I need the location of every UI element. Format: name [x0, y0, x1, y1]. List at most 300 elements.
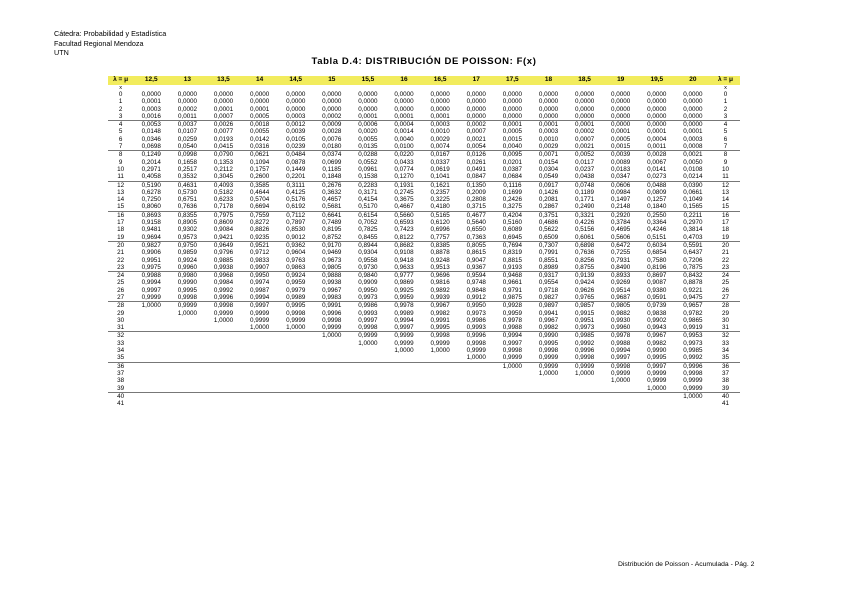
x-value-right: 39 — [721, 384, 729, 392]
lambda-column-header: 14,5 — [289, 76, 303, 83]
probability-cell: 0,0105 — [286, 135, 306, 143]
probability-cell: 0,0071 — [538, 151, 559, 159]
x-value: 15 — [117, 203, 125, 211]
lambda-column-header: 17 — [472, 76, 480, 83]
table-row — [108, 159, 740, 166]
probability-cell: 0,9950 — [249, 272, 270, 280]
probability-cell: 0,8615 — [466, 249, 486, 257]
probability-cell — [350, 377, 386, 384]
probability-cell: 0,9999 — [177, 302, 197, 310]
x-value-right: 37 — [721, 369, 729, 377]
probability-cell: 0,6898 — [574, 241, 595, 249]
probability-cell: 0,0917 — [538, 181, 559, 189]
probability-cell: 0,9997 — [141, 286, 161, 294]
probability-cell — [169, 370, 205, 377]
x-value-right: 0 — [723, 90, 728, 98]
probability-cell: 0,0001 — [213, 105, 234, 113]
probability-cell: 0,0001 — [683, 128, 703, 136]
probability-cell: 0,0001 — [249, 105, 270, 113]
table-row — [108, 294, 740, 302]
probability-cell: 0,9986 — [358, 302, 378, 310]
probability-cell: 1,0000 — [177, 309, 197, 317]
probability-cell: 0,9304 — [358, 249, 378, 257]
probability-cell: 0,0095 — [502, 151, 522, 159]
probability-cell: 0,8693 — [141, 211, 161, 219]
probability-cell: 0,0021 — [466, 135, 486, 143]
probability-cell: 1,0000 — [502, 362, 522, 370]
probability-cell — [169, 354, 205, 361]
probability-cell: 0,0790 — [213, 151, 234, 159]
probability-cell: 0,0107 — [177, 128, 197, 136]
probability-cell — [169, 400, 205, 407]
probability-cell: 0,0028 — [647, 151, 667, 159]
probability-cell: 0,8195 — [322, 226, 342, 234]
probability-cell: 0,5160 — [502, 219, 522, 227]
probability-cell — [567, 377, 603, 384]
probability-cell: 0,3715 — [466, 203, 486, 211]
table-row — [108, 354, 740, 362]
x-value: 24 — [117, 272, 125, 280]
probability-cell: 0,6854 — [647, 249, 667, 257]
table-row — [108, 219, 740, 226]
probability-cell: 0,0000 — [322, 98, 342, 106]
probability-cell: 0,8060 — [141, 203, 161, 211]
probability-cell — [133, 385, 169, 392]
probability-cell: 0,0001 — [574, 121, 595, 129]
x-value-right: 32 — [721, 332, 729, 340]
x-value: 9 — [118, 158, 123, 166]
probability-cell: 0,9967 — [538, 316, 559, 324]
probability-cell: 0,9994 — [141, 279, 161, 287]
probability-cell: 0,1658 — [177, 158, 197, 166]
probability-cell: 0,0552 — [358, 158, 378, 166]
probability-cell: 0,0001 — [502, 121, 522, 129]
header-faculty: Facultad Regional Mendoza — [54, 38, 144, 48]
probability-cell: 0,6154 — [358, 211, 378, 219]
probability-cell — [133, 377, 169, 384]
probability-cell — [314, 377, 350, 384]
probability-cell: 0,2600 — [249, 173, 270, 181]
probability-cell: 0,8355 — [177, 211, 197, 219]
x-value-right: 14 — [721, 196, 729, 204]
probability-cell — [133, 393, 169, 400]
probability-cell — [314, 385, 350, 392]
probability-cell: 0,9984 — [213, 279, 234, 287]
probability-cell: 1,0000 — [322, 332, 342, 340]
probability-cell: 0,9882 — [611, 309, 631, 317]
probability-cell: 0,9791 — [502, 286, 522, 294]
x-value-right: 25 — [721, 279, 729, 287]
probability-cell: 0,9999 — [394, 332, 414, 340]
probability-cell: 1,0000 — [683, 392, 703, 400]
probability-cell — [422, 385, 458, 392]
probability-cell: 0,0007 — [574, 135, 595, 143]
probability-cell: 0,9302 — [177, 226, 197, 234]
table-row — [108, 317, 740, 324]
x-value: 31 — [117, 324, 125, 332]
probability-cell — [242, 332, 278, 339]
probability-cell: 0,6278 — [141, 188, 161, 196]
probability-cell: 0,9999 — [141, 294, 161, 301]
probability-cell: 0,9859 — [177, 249, 197, 257]
x-value: 19 — [117, 233, 125, 241]
x-value-right: 41 — [721, 400, 729, 408]
probability-cell: 0,8933 — [611, 272, 631, 280]
probability-cell: 0,9919 — [683, 324, 703, 332]
probability-cell — [494, 370, 530, 377]
lambda-column-header: 16,5 — [433, 76, 447, 83]
probability-cell — [567, 400, 603, 407]
probability-cell: 1,0000 — [611, 377, 631, 385]
probability-cell: 0,9997 — [502, 339, 522, 347]
x-value-right: 27 — [721, 294, 729, 301]
probability-cell: 0,9928 — [502, 302, 522, 310]
probability-cell: 0,0000 — [683, 90, 703, 98]
poisson-table — [108, 76, 740, 407]
probability-cell: 0,0053 — [141, 121, 161, 129]
lambda-column-header: 13 — [183, 76, 191, 83]
probability-cell: 0,9902 — [647, 316, 667, 324]
probability-cell: 0,9994 — [249, 294, 270, 301]
probability-cell: 0,9221 — [683, 286, 703, 294]
probability-cell: 0,9991 — [322, 302, 342, 310]
probability-cell: 0,1257 — [647, 196, 667, 204]
x-value: 33 — [117, 339, 125, 347]
probability-cell — [350, 393, 386, 400]
probability-cell: 0,0000 — [538, 90, 559, 98]
probability-cell — [458, 370, 494, 377]
probability-cell: 0,0273 — [647, 173, 667, 181]
probability-cell: 0,7255 — [611, 249, 631, 257]
probability-cell: 0,0007 — [213, 112, 234, 120]
x-value: 40 — [117, 392, 125, 400]
probability-cell: 0,0000 — [466, 90, 486, 98]
table-row — [108, 98, 740, 105]
table-row — [108, 302, 740, 309]
x-value-right: 15 — [721, 203, 729, 211]
probability-cell: 0,3364 — [647, 219, 667, 227]
probability-cell — [133, 332, 169, 339]
probability-cell: 0,0684 — [502, 173, 522, 181]
probability-cell — [278, 340, 314, 347]
probability-cell: 0,0000 — [574, 98, 595, 106]
x-value-right: 10 — [721, 165, 729, 173]
probability-cell — [133, 324, 169, 331]
probability-cell: 0,0005 — [249, 112, 270, 120]
x-value-right: 22 — [721, 256, 729, 264]
probability-cell: 0,9857 — [574, 302, 595, 310]
probability-cell: 1,0000 — [141, 302, 161, 310]
probability-cell: 0,7423 — [394, 226, 414, 234]
probability-cell: 0,0000 — [611, 105, 631, 113]
probability-cell: 0,0000 — [466, 112, 486, 120]
probability-cell: 0,9950 — [358, 286, 378, 294]
x-value-right: 17 — [721, 219, 729, 227]
probability-cell: 0,9995 — [177, 286, 197, 294]
probability-cell: 0,9827 — [141, 241, 161, 249]
probability-cell: 0,0000 — [249, 98, 270, 106]
probability-cell — [314, 400, 350, 407]
probability-cell: 0,0142 — [249, 135, 270, 143]
probability-cell — [530, 393, 566, 400]
probability-cell: 0,0067 — [647, 158, 667, 166]
probability-cell: 0,3814 — [683, 226, 703, 234]
lambda-column-header: 20 — [689, 76, 697, 83]
probability-cell: 0,9739 — [647, 302, 667, 310]
x-value-right: 6 — [723, 135, 728, 143]
probability-cell: 0,9863 — [286, 263, 306, 271]
probability-cell: 0,7489 — [322, 219, 342, 227]
probability-cell: 0,0015 — [502, 135, 522, 143]
lambda-column-header: 18 — [544, 76, 553, 83]
probability-cell: 0,0117 — [575, 158, 594, 166]
probability-cell: 0,1771 — [574, 196, 595, 204]
probability-cell: 0,0000 — [611, 121, 631, 129]
x-value-right: 18 — [721, 226, 729, 234]
probability-cell: 0,9938 — [213, 263, 234, 271]
probability-cell: 0,9909 — [358, 279, 378, 287]
table-row — [108, 264, 740, 272]
probability-cell: 0,9999 — [502, 354, 522, 362]
x-value: 34 — [117, 347, 125, 355]
probability-cell: 0,0001 — [141, 98, 161, 106]
probability-cell: 0,9998 — [322, 316, 342, 324]
x-value: 20 — [117, 241, 125, 249]
probability-cell: 0,1353 — [213, 158, 234, 166]
table-row — [108, 310, 740, 317]
probability-cell: 0,2745 — [394, 188, 414, 196]
probability-cell: 0,7757 — [430, 233, 450, 241]
probability-cell: 0,4695 — [611, 226, 631, 234]
probability-cell — [530, 385, 566, 392]
x-value: 10 — [117, 165, 125, 173]
probability-cell: 0,0167 — [430, 151, 450, 159]
table-row — [108, 272, 740, 279]
probability-cell: 0,9594 — [466, 272, 486, 280]
probability-cell: 0,9424 — [574, 279, 595, 287]
probability-cell: 0,0000 — [430, 98, 450, 106]
probability-cell: 0,9973 — [574, 324, 595, 332]
probability-cell: 0,0237 — [574, 165, 595, 173]
probability-cell: 0,0984 — [611, 188, 631, 196]
probability-cell — [314, 393, 350, 400]
probability-cell: 0,9235 — [249, 233, 270, 241]
probability-cell: 0,9999 — [213, 309, 234, 317]
probability-cell: 0,5640 — [466, 219, 486, 227]
probability-cell — [242, 377, 278, 384]
probability-cell — [422, 363, 458, 370]
probability-cell: 0,0304 — [538, 165, 559, 173]
table-row — [108, 249, 740, 256]
probability-cell: 0,5170 — [358, 203, 378, 211]
probability-cell: 0,7636 — [574, 249, 595, 257]
probability-cell: 0,9983 — [322, 294, 342, 301]
lambda-column-header: 16 — [400, 76, 408, 83]
lambda-column-header: 18,5 — [578, 76, 591, 83]
probability-cell: 0,9888 — [322, 272, 342, 280]
probability-cell: 0,0003 — [683, 135, 703, 143]
table-row — [108, 370, 740, 377]
probability-cell: 0,9999 — [574, 362, 595, 370]
probability-cell: 0,0028 — [322, 128, 342, 136]
probability-cell — [422, 393, 458, 400]
probability-cell: 0,0055 — [358, 135, 378, 143]
x-value-right: 36 — [721, 362, 729, 370]
probability-cell: 0,5165 — [430, 211, 450, 219]
probability-cell: 0,9999 — [466, 347, 486, 355]
probability-cell: 0,8905 — [177, 219, 197, 227]
probability-cell: 0,9990 — [538, 332, 559, 340]
probability-cell: 0,9925 — [394, 286, 414, 294]
probability-cell: 0,0961 — [358, 165, 378, 173]
probability-cell: 0,9985 — [683, 347, 703, 355]
probability-cell — [169, 385, 205, 392]
probability-cell: 0,8432 — [683, 272, 703, 280]
probability-cell: 0,0000 — [141, 90, 161, 98]
probability-cell: 0,1840 — [647, 203, 667, 211]
probability-cell: 0,0021 — [574, 143, 595, 151]
probability-cell: 0,8697 — [647, 272, 667, 280]
probability-cell: 0,1185 — [322, 165, 342, 173]
probability-cell — [458, 363, 494, 370]
table-row — [108, 393, 740, 400]
probability-cell: 0,0000 — [394, 98, 414, 106]
table-row — [108, 189, 740, 196]
probability-cell — [205, 324, 241, 331]
probability-cell: 0,9959 — [502, 309, 522, 317]
probability-cell: 0,2081 — [538, 196, 559, 204]
probability-cell: 1,0000 — [213, 316, 234, 324]
probability-cell: 0,9995 — [286, 302, 306, 310]
probability-cell: 0,8256 — [574, 256, 595, 264]
table-row — [108, 377, 740, 384]
probability-cell: 0,7112 — [286, 211, 306, 219]
lambda-column-header: 13,5 — [217, 76, 230, 83]
table-row — [108, 400, 740, 407]
probability-cell — [169, 393, 205, 400]
probability-cell: 0,9998 — [430, 332, 450, 340]
probability-cell: 0,0415 — [213, 143, 234, 151]
probability-cell — [133, 347, 169, 354]
probability-cell: 0,9978 — [394, 302, 414, 310]
probability-cell: 0,6945 — [502, 233, 522, 241]
probability-cell: 0,0009 — [322, 121, 342, 129]
x-value-right: 31 — [721, 324, 729, 332]
probability-cell — [169, 332, 205, 339]
probability-cell: 0,0214 — [683, 173, 703, 181]
probability-cell: 0,9421 — [213, 233, 234, 241]
probability-cell: 0,9865 — [683, 316, 703, 324]
probability-cell: 0,0374 — [322, 151, 342, 159]
probability-cell: 0,3532 — [177, 173, 197, 181]
probability-cell: 0,0074 — [430, 143, 450, 151]
probability-cell: 0,9998 — [538, 347, 559, 355]
x-value-right: 23 — [721, 263, 729, 271]
probability-cell: 1,0000 — [249, 324, 270, 332]
x-value: 2 — [118, 105, 123, 113]
probability-cell — [386, 370, 422, 377]
table-row — [108, 106, 740, 113]
probability-cell — [386, 377, 422, 384]
probability-cell: 0,9967 — [647, 332, 667, 340]
probability-cell — [133, 400, 169, 407]
probability-cell: 0,9982 — [538, 324, 559, 332]
probability-cell — [314, 340, 350, 347]
probability-cell: 0,0011 — [647, 143, 667, 151]
probability-cell: 0,0809 — [647, 188, 667, 196]
probability-cell: 0,0004 — [394, 121, 414, 129]
table-row — [108, 128, 740, 135]
probability-cell: 0,0000 — [213, 98, 234, 106]
probability-cell: 0,9875 — [502, 294, 522, 301]
probability-cell: 0,2357 — [430, 188, 450, 196]
probability-cell: 0,9748 — [466, 279, 486, 287]
x-value-right: 4 — [723, 121, 728, 129]
table-row — [108, 203, 740, 211]
probability-cell: 0,9998 — [358, 324, 378, 332]
x-value: 12 — [117, 181, 125, 189]
probability-cell: 0,6641 — [322, 211, 342, 219]
probability-cell: 0,4644 — [249, 188, 270, 196]
probability-cell: 0,0438 — [574, 173, 595, 181]
probability-cell: 0,5190 — [141, 181, 161, 189]
table-row — [108, 363, 740, 370]
probability-cell — [458, 377, 494, 384]
probability-cell: 0,8490 — [611, 263, 631, 271]
probability-cell: 0,9558 — [358, 256, 378, 264]
probability-cell: 0,9987 — [249, 286, 270, 294]
probability-cell: 0,1041 — [430, 173, 450, 181]
probability-cell: 0,7206 — [683, 256, 703, 264]
probability-cell: 0,5176 — [286, 196, 306, 204]
probability-cell — [603, 393, 639, 400]
probability-cell: 0,0100 — [394, 143, 414, 151]
probability-cell: 0,0126 — [466, 151, 486, 159]
probability-cell: 0,9087 — [647, 279, 667, 287]
probability-cell: 0,0001 — [538, 121, 559, 129]
probability-cell: 0,9998 — [286, 309, 306, 317]
probability-cell: 0,9994 — [502, 332, 522, 340]
probability-cell: 0,0148 — [141, 128, 161, 136]
table-row — [108, 332, 740, 339]
probability-cell — [242, 363, 278, 370]
x-value-right: 29 — [721, 309, 729, 317]
probability-cell: 0,9978 — [502, 316, 522, 324]
probability-cell: 0,0433 — [394, 158, 414, 166]
probability-cell: 0,9991 — [430, 316, 450, 324]
probability-cell: 0,0201 — [502, 158, 522, 166]
probability-cell: 0,0000 — [611, 98, 631, 106]
probability-cell: 0,0619 — [430, 165, 450, 173]
probability-cell: 0,9012 — [286, 233, 306, 241]
probability-cell: 0,3675 — [394, 196, 414, 204]
probability-cell: 1,0000 — [358, 339, 378, 347]
probability-cell: 0,0774 — [394, 165, 414, 173]
probability-cell: 0,0193 — [213, 135, 234, 143]
probability-cell: 0,9848 — [466, 286, 486, 294]
table-row — [108, 347, 740, 354]
probability-cell — [278, 347, 314, 354]
document-header — [54, 29, 166, 58]
probability-cell — [133, 317, 169, 324]
probability-cell: 0,0077 — [213, 128, 234, 136]
x-value: 26 — [117, 286, 125, 294]
probability-cell — [278, 363, 314, 370]
probability-cell: 0,9990 — [647, 347, 667, 355]
table-header-row — [108, 76, 740, 85]
probability-cell — [314, 347, 350, 354]
probability-cell: 0,1350 — [466, 181, 486, 189]
